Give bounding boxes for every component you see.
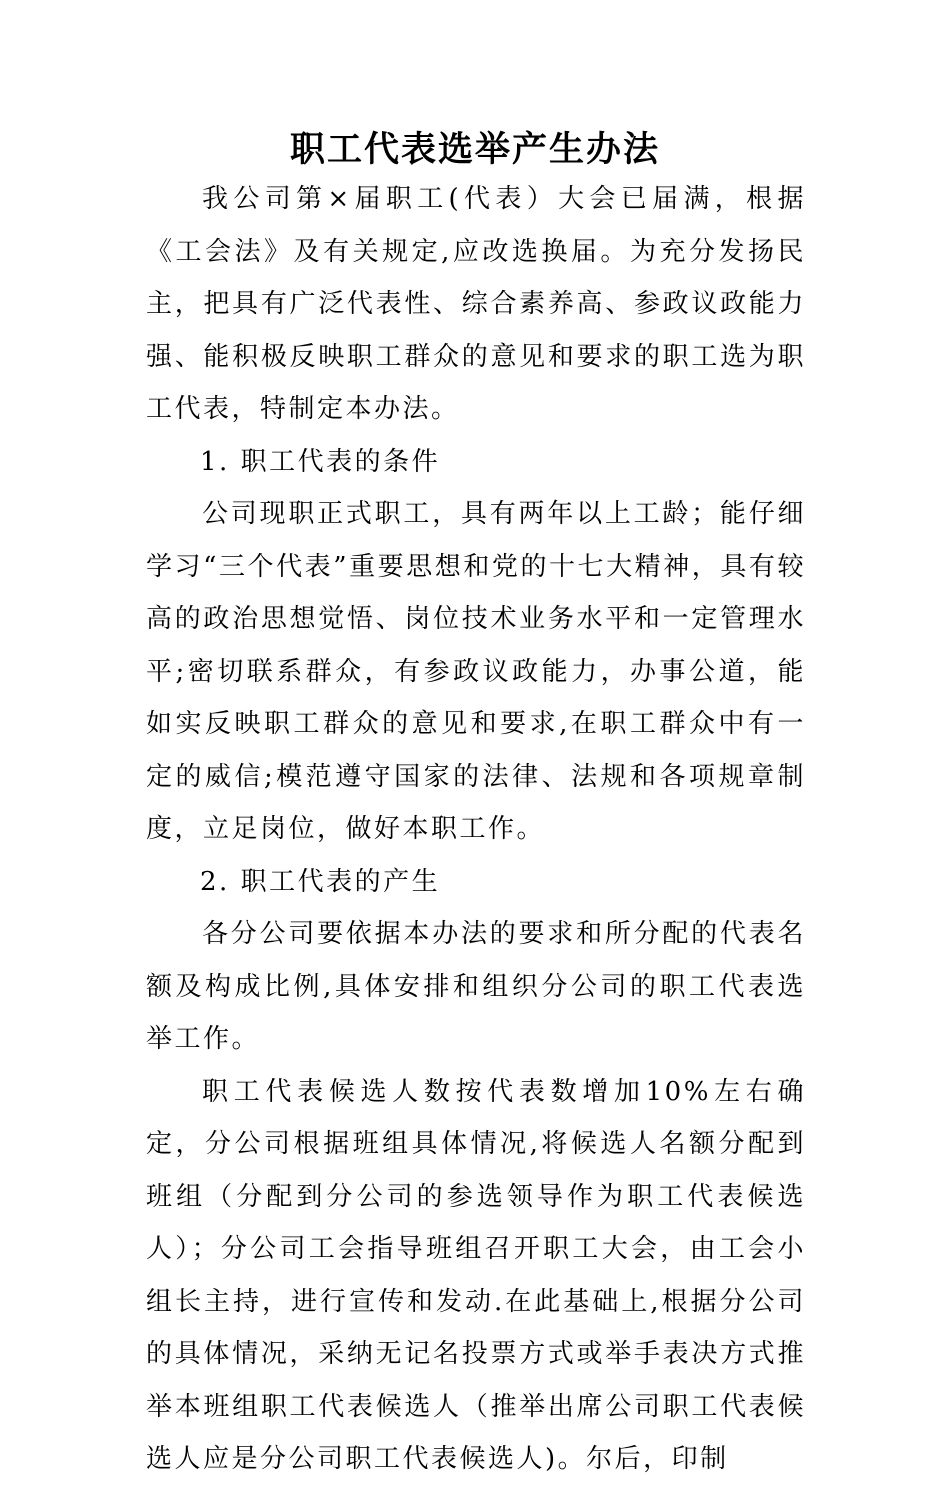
document-body bbox=[146, 173, 806, 1486]
document-title: 职工代表选举产生办法 bbox=[289, 129, 660, 170]
paragraph-election-arrangement: 各分公司要依据本办法的要求和所分配的代表名额及构成比例,具体安排和组织分公司的职工代表选举工作。 bbox=[146, 919, 806, 1054]
section-heading-election: 2. 职工代表的产生 bbox=[200, 866, 441, 897]
paragraph-intro: 我公司第×届职工(代表）大会已届满，根据《工会法》及有关规定,应改选换届。为充分发扬民主，把具有广泛代表性、综合素养高、参政议政能力强、能积极反映职工群众的意见和要求的职工选为职工代表，特制定本办法。 bbox=[146, 184, 806, 424]
paragraph-candidates: 职工代表候选人数按代表数增加10%左右确定，分公司根据班组具体情况,将候选人名额分配到班组（分配到分公司的参选领导作为职工代表候选人）；分公司工会指导班组召开职工大会，由工会小组长主持，进行宣传和发动.在此基础上,根据分公司的具体情况，采纳无记名投票方式或举手表决方式推举本班组职工代表候选人（推举出席公司职工代表候选人应是分公司职工代表候选人)。尔后，印制 bbox=[146, 1076, 806, 1474]
paragraph-conditions: 公司现职正式职工，具有两年以上工龄；能仔细学习“三个代表”重要思想和党的十七大精神，具有较高的政治思想觉悟、岗位技术业务水平和一定管理水平;密切联系群众，有参政议政能力，办事公道，能如实反映职工群众的意见和要求,在职工群众中有一定的威信;模范遵守国家的法律、法规和各项规章制度，立足岗位，做好本职工作。 bbox=[146, 499, 806, 844]
section-heading-conditions: 1. 职工代表的条件 bbox=[200, 446, 441, 477]
